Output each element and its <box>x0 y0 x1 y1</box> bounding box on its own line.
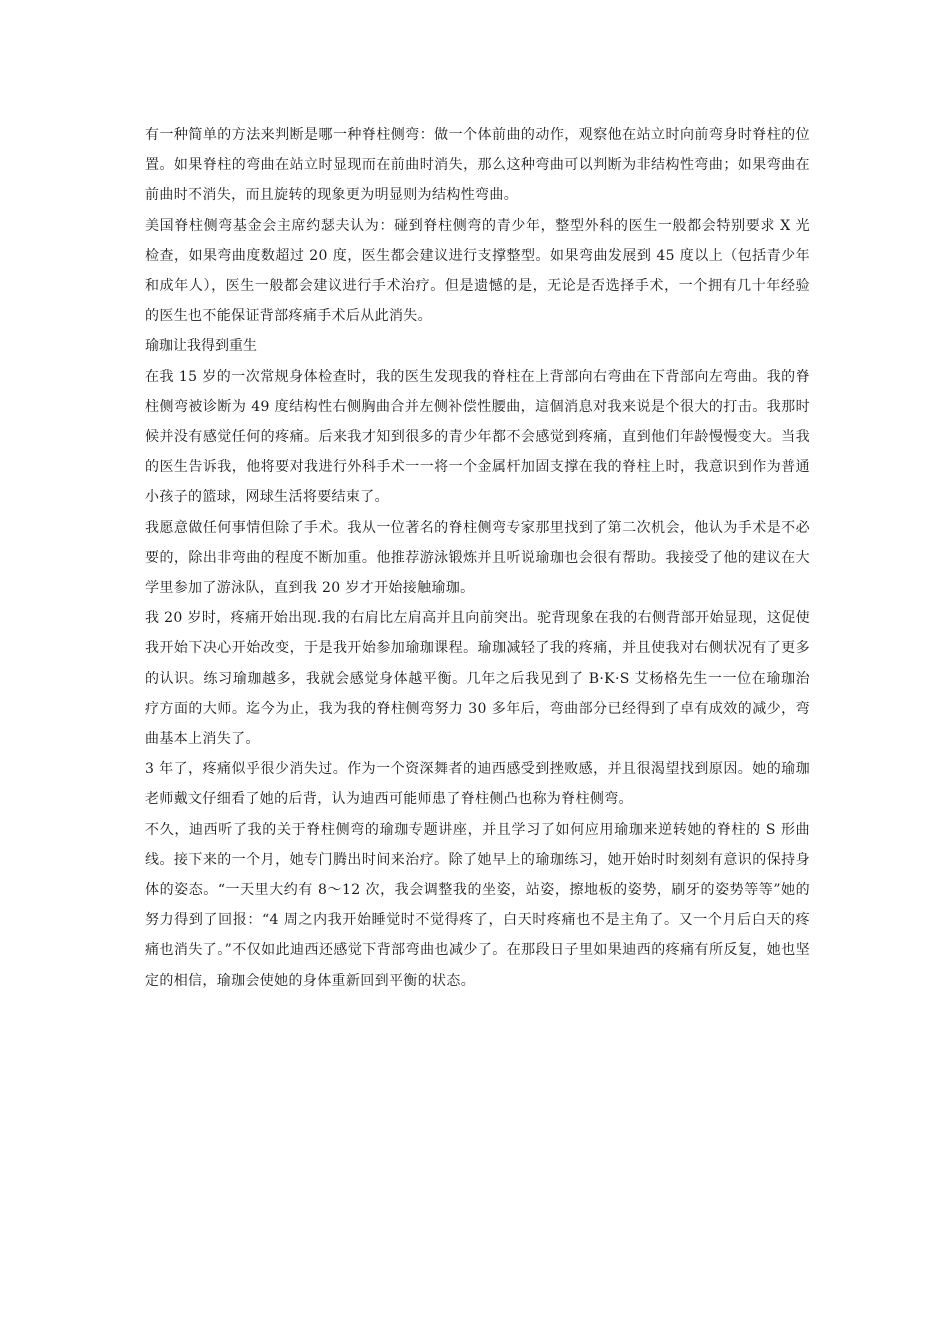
paragraph-dixie-recovery: 不久，迪西听了我的关于脊柱侧弯的瑜珈专题讲座，并且学习了如何应用瑜珈来逆转她的脊柱的 S 形曲线。接下来的一个月，她专门腾出时间来治疗。除了她早上的瑜珈练习，她开始时时刻刻有意识的保持身体的姿态。“一天里大约有 8～12 次，我会调整我的坐姿，站姿，擦地板的姿势，刷牙的姿势等等”她的努力得到了回报：“4 周之内我开始睡觉时不觉得疼了，白天时疼痛也不是主角了。又一个月后白天的疼痛也消失了。”不仅如此迪西还感觉下背部弯曲也减少了。在那段日子里如果迪西的疼痛有所反复，她也坚定的相信，瑜珈会使她的身体重新回到平衡的状态。 <box>145 821 810 989</box>
paragraph-scoliosis-test: 有一种简单的方法来判断是哪一种脊柱侧弯：做一个体前曲的动作，观察他在站立时向前弯身时脊柱的位置。如果脊柱的弯曲在站立时显现而在前曲时消失，那么这种弯曲可以判断为非结构性弯曲；如果弯曲在前曲时不消失，而且旋转的现象更为明显则为结构性弯曲。 <box>145 127 810 204</box>
paragraph-diagnosis: 在我 15 岁的一次常规身体检查时，我的医生发现我的脊柱在上背部向右弯曲在下背部向左弯曲。我的脊柱侧弯被诊断为 49 度结构性右侧胸曲合并左侧补偿性腰曲，這個消息对我来说是个很大的打击。我那时候并没有感觉任何的疼痛。后来我才知到很多的青少年都不会感觉到疼痛，直到他们年龄慢慢变大。当我的医生告诉我，他将要对我进行外科手术一一将一个金属杆加固支撑在我的脊柱上时，我意识到作为普通小孩子的篮球，网球生活将要结束了。 <box>145 368 810 506</box>
paragraph-dixie-pain: 3 年了，疼痛似乎很少消失过。作为一个资深舞者的迪西感受到挫败感，并且很渴望找到原因。她的瑜珈老师戴文仔细看了她的后背，认为迪西可能师患了脊柱侧凸也称为脊柱侧弯。 <box>145 761 810 808</box>
section-heading: 瑜珈让我得到重生 <box>145 338 257 355</box>
paragraph-yoga-start: 我 20 岁时，疼痛开始出现.我的右肩比左肩高并且向前突出。驼背现象在我的右侧背部开始显现，这促使我开始下决心开始改变，于是我开始参加瑜珈课程。瑜珈减轻了我的疼痛，并且使我对右侧状况有了更多的认识。练习瑜珈越多，我就会感觉身体越平衡。几年之后我见到了 B·K·S 艾杨格先生一一位在瑜珈治疗方面的大师。迄今为止，我为我的脊柱侧弯努力 30 多年后，弯曲部分已经得到了卓有成效的减少，弯曲基本上消失了。 <box>145 610 810 748</box>
document-body <box>145 120 810 996</box>
paragraph-second-opinion: 我愿意做任何事情但除了手术。我从一位著名的脊柱侧弯专家那里找到了第二次机会，他认为手术是不必要的，除出非弯曲的程度不断加重。他推荐游泳锻炼并且听说瑜珈也会很有帮助。我接受了他的建议在大学里参加了游泳队，直到我 20 岁才开始接触瑜珈。 <box>145 519 810 597</box>
paragraph-foundation-opinion: 美国脊柱侧弯基金会主席约瑟夫认为：碰到脊柱侧弯的青少年，整型外科的医生一般都会特别要求 X 光检查，如果弯曲度数超过 20 度，医生都会建议进行支撑整型。如果弯曲发展到 45 度以上（包括青少年和成年人），医生一般都会建议进行手术治疗。但是遗憾的是，无论是否选择手术，一个拥有几十年经验的医生也不能保证背部疼痛手术后从此消失。 <box>145 217 810 325</box>
